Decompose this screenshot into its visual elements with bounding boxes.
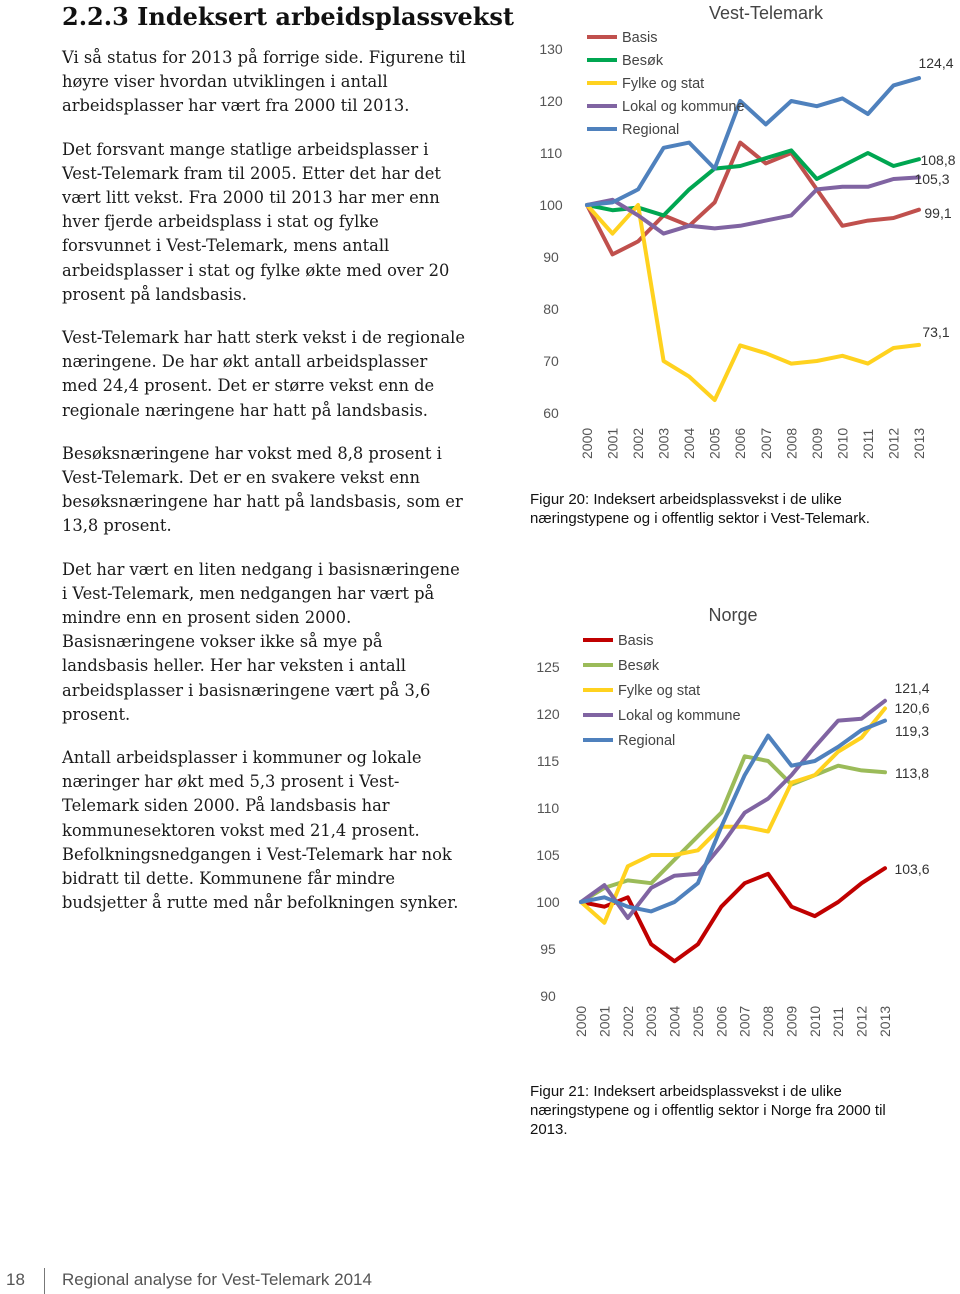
data-label: 99,1: [924, 205, 952, 221]
paragraph: Vi så status for 2013 på forrige side. Figurene til høyre viser hvordan utviklingen i antall arbeidsplasser har vært fra 2000 til 2013.: [62, 48, 466, 116]
legend-label: Fylke og stat: [622, 76, 705, 92]
x-tick-label: 2000: [573, 1005, 589, 1037]
y-tick-label: 100: [539, 197, 563, 213]
x-tick-label: 2007: [757, 427, 774, 459]
x-tick-label: 2001: [604, 427, 621, 459]
x-tick-label: 2013: [911, 427, 927, 459]
x-tick-label: 2004: [681, 427, 698, 459]
y-tick-label: 130: [539, 41, 563, 57]
section-heading: 2.2.3 Indeksert arbeidsplassvekst: [62, 2, 514, 31]
data-label: 105,3: [914, 171, 950, 187]
y-tick-label: 115: [536, 753, 560, 769]
data-label: 103,6: [894, 861, 930, 877]
legend-label: Lokal og kommune: [618, 708, 741, 724]
y-tick-label: 100: [536, 894, 560, 910]
footer-divider: [44, 1268, 45, 1294]
x-tick-label: 2010: [834, 427, 851, 459]
y-tick-label: 110: [539, 145, 563, 161]
x-tick-label: 2007: [736, 1005, 753, 1037]
x-tick-label: 2012: [853, 1005, 870, 1037]
legend-label: Regional: [618, 733, 676, 749]
x-tick-label: 2005: [689, 1005, 706, 1037]
legend-label: Lokal og kommune: [622, 99, 745, 115]
paragraph: Besøksnæringene har vokst med 8,8 prosent i Vest-Telemark. Det er en svakere vekst enn besøksnæringene har hatt på landsbasis, som er 13,8 prosent.: [62, 443, 463, 536]
page-footer: [0, 1270, 960, 1294]
x-tick-label: 2006: [732, 427, 749, 459]
data-label: 119,3: [895, 723, 929, 739]
paragraph: Det har vært en liten nedgang i basisnæringene i Vest-Telemark, men nedgangen har vært på mindre enn en prosent siden 2000. Basisnæringene vokser ikke så mye på landsbasis heller. Her har veksten i antall arbeidsplasser i basisnæringene vært på 3,6 prosent.: [62, 559, 460, 724]
footer-title: Regional analyse for Vest-Telemark 2014: [62, 1270, 372, 1289]
x-tick-label: 2011: [859, 428, 876, 459]
y-tick-label: 105: [536, 847, 560, 863]
x-tick-label: 2012: [885, 427, 902, 459]
y-tick-label: 60: [543, 405, 559, 421]
legend-label: Basis: [622, 30, 658, 46]
x-tick-label: 2001: [596, 1005, 613, 1037]
data-label: 124,4: [918, 55, 954, 71]
x-tick-label: 2011: [830, 1006, 847, 1037]
data-label: 108,8: [920, 152, 956, 168]
x-tick-label: 2013: [877, 1005, 893, 1037]
x-tick-label: 2000: [579, 427, 595, 459]
legend-label: Fylke og stat: [618, 683, 701, 699]
y-tick-label: 80: [543, 301, 559, 317]
y-tick-label: 120: [539, 93, 563, 109]
paragraph: Antall arbeidsplasser i kommuner og lokale næringer har økt med 5,3 prosent i Vest-Telemark siden 2000. På landsbasis har kommunesektoren vokst med 21,4 prosent. Befolkningsnedgangen i Vest-Telemark har nok bidratt til dette. Kommunene får mindre budsjetter å rutte med når befolkningen synker.: [62, 748, 459, 913]
y-tick-label: 70: [543, 353, 559, 369]
y-tick-label: 120: [536, 706, 560, 722]
y-tick-label: 90: [540, 988, 556, 1004]
x-tick-label: 2010: [806, 1005, 823, 1037]
x-tick-label: 2003: [655, 427, 672, 459]
y-tick-label: 110: [536, 800, 560, 816]
y-tick-label: 95: [540, 941, 556, 957]
data-label: 73,1: [922, 324, 950, 340]
paragraph: Vest-Telemark har hatt sterk vekst i de regionale næringene. De har økt antall arbeidsplasser med 24,4 prosent. Det er større vekst enn de regionale næringene har hatt på landsbasis.: [62, 328, 465, 420]
x-tick-label: 2006: [713, 1005, 730, 1037]
x-tick-label: 2008: [760, 1005, 777, 1037]
legend-label: Basis: [618, 633, 654, 649]
legend-label: Besøk: [618, 658, 660, 674]
x-tick-label: 2009: [808, 427, 825, 459]
data-label: 120,6: [894, 700, 930, 716]
y-tick-label: 90: [543, 249, 559, 265]
y-tick-label: 125: [536, 659, 560, 675]
x-tick-label: 2002: [619, 1005, 636, 1037]
legend-label: Besøk: [622, 53, 664, 69]
x-tick-label: 2008: [783, 427, 800, 459]
figure-20-caption: Figur 20: Indeksert arbeidsplassvekst i de ulike næringstypene og i offentlig sektor i Vest-Telemark.: [530, 491, 870, 527]
data-label: 121,4: [894, 680, 930, 696]
x-tick-label: 2004: [666, 1005, 683, 1037]
chart-title: Vest-Telemark: [708, 3, 824, 23]
data-label: 113,8: [895, 765, 929, 781]
x-tick-label: 2005: [706, 427, 723, 459]
x-tick-label: 2009: [783, 1005, 800, 1037]
figure-21-caption: Figur 21: Indeksert arbeidsplassvekst i de ulike næringstypene og i offentlig sektor i Norge fra 2000 til 2013.: [530, 1083, 886, 1138]
chart-title: Norge: [708, 605, 758, 625]
x-tick-label: 2002: [630, 427, 647, 459]
paragraph: Det forsvant mange statlige arbeidsplasser i Vest-Telemark fram til 2005. Etter det har det vært litt vekst. Fra 2000 til 2013 har mer enn hver fjerde arbeidsplass i stat og fylke forsvunnet i Vest-Telemark, mens antall arbeidsplasser i stat og fylke økte med over 20 prosent på landsbasis.: [62, 139, 450, 304]
page-number: 18: [6, 1270, 25, 1289]
legend-label: Regional: [622, 122, 680, 138]
x-tick-label: 2003: [643, 1005, 660, 1037]
